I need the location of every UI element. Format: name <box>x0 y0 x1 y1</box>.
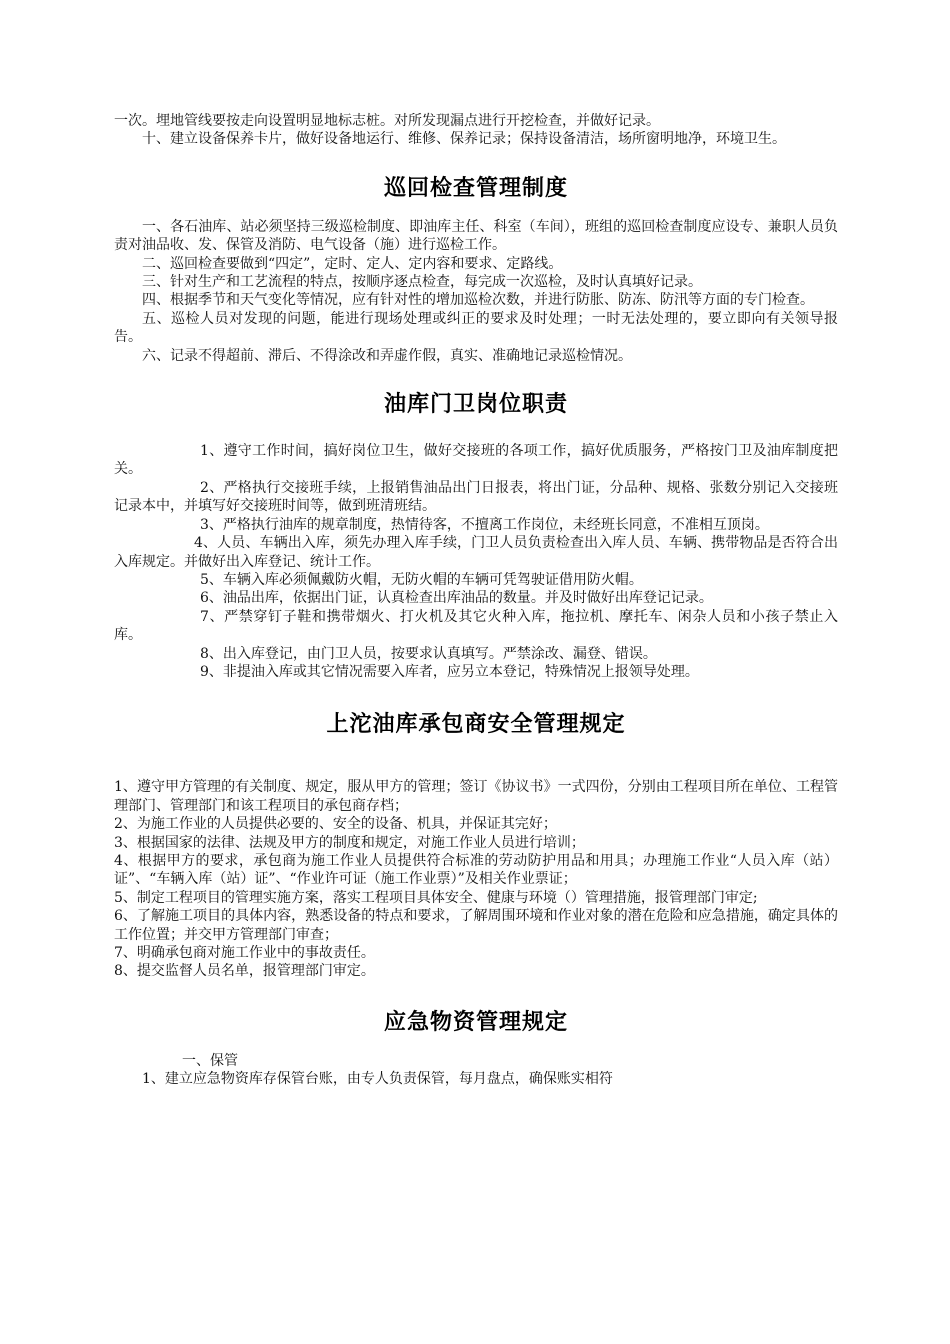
document-page <box>114 112 838 1089</box>
contractor-item-1: 1、遵守甲方管理的有关制度、规定，服从甲方的管理；签订《协议书》一式四份，分别由工程项目所在单位、工程管理部门、管理部门和该工程项目的承包商存档； <box>114 779 838 814</box>
emergency-section-label: 保管 <box>210 1052 238 1069</box>
contractor-item-6: 6、了解施工项目的具体内容，熟悉设备的特点和要求，了解周围环境和作业对象的潜在危险和应急措施，确定具体的工作位置；并交甲方管理部门审查； <box>114 908 838 943</box>
guard-item-1: 1、遵守工作时间，搞好岗位卫生，做好交接班的各项工作，搞好优质服务，严格按门卫及油库制度把关。 <box>114 443 838 478</box>
guard-item-3: 3、严格执行油库的规章制度，热情待客，不擅离工作岗位，未经班长同意，不准相互顶岗。 <box>200 516 769 533</box>
guard-item-9: 9、非提油入库或其它情况需要入库者，应另立本登记，特殊情况上报领导处理。 <box>200 663 699 680</box>
guard-title: 油库门卫岗位职责 <box>383 392 568 418</box>
contractor-item-5: 5、制定工程项目的管理实施方案，落实工程项目具体安全、健康与环境（）管理措施，报管理部门审定; <box>114 889 758 906</box>
guard-item-8: 8、出入库登记，由门卫人员，按要求认真填写。严禁涂改、漏登、错误。 <box>200 645 657 662</box>
emergency-section-heading <box>114 1052 838 1070</box>
patrol-item-5: 五、巡检人员对发现的问题，能进行现场处理或纠正的要求及时处理；一时无法处理的，要立即向有关领导报告。 <box>114 310 838 346</box>
patrol-item-1: 一、各石油库、站必须坚持三级巡检制度、即油库主任、科室（车间），班组的巡回检查制度应设专、兼职人员负责对油品收、发、保管及消防、电气设备（施）进行巡检工作。 <box>114 218 838 254</box>
guard-item-6: 6、油品出库，依据出门证，认真检查出库油品的数量。并及时做好出库登记记录。 <box>200 590 713 607</box>
guard-item-7: 7、严禁穿钉子鞋和携带烟火、打火机及其它火种入库，拖拉机、摩托车、闲杂人员和小孩子禁止入库。 <box>114 608 838 644</box>
guard-item-2: 2、严格执行交接班手续，上报销售油品出门日报表，将出门证，分品种、规格、张数分别记入交接班记录本中，并填写好交接班时间等，做到班清班结。 <box>114 479 838 515</box>
patrol-title: 巡回检查管理制度 <box>383 175 568 201</box>
guard-item-5: 5、车辆入库必须佩戴防火帽，无防火帽的车辆可凭驾驶证借用防火帽。 <box>200 571 643 588</box>
contractor-title: 上沱油库承包商安全管理规定 <box>326 712 626 738</box>
emergency-title: 应急物资管理规定 <box>383 1009 568 1035</box>
contractor-item-4: 4、根据甲方的要求，承包商为施工作业人员提供符合标准的劳动防护用品和用具；办理施工作业“人员入库（站）证”、“车辆入库（站）证”、“作业许可证（施工作业票）”及相关作业票证； <box>114 852 838 888</box>
patrol-item-2: 二、巡回检查要做到“四定”，定时、定人、定内容和要求、定路线。 <box>142 255 563 272</box>
emergency-item-1: 1、建立应急物资库存保管台账，由专人负责保管，每月盘点，确保账实相符 <box>142 1071 613 1088</box>
contractor-item-8: 8、提交监督人员名单，报管理部门审定。 <box>114 963 375 980</box>
intro-paragraph-1: 一次。埋地管线要按走向设置明显地标志桩。对所发现漏点进行开挖检查，并做好记录。 <box>114 113 660 129</box>
guard-item-4: 4、人员、车辆出入库，须先办理入库手续，门卫人员负责检查出入库人员、车辆、携带物品是否符合出入库规定。并做好出入库登记、统计工作。 <box>114 535 838 570</box>
emergency-section-number: 一、 <box>182 1052 210 1069</box>
contractor-item-7: 7、明确承包商对施工作业中的事故责任。 <box>114 945 375 961</box>
patrol-item-3: 三、针对生产和工艺流程的特点，按顺序逐点检查，每完成一次巡检，及时认真填好记录。 <box>142 274 702 291</box>
patrol-item-4: 四、根据季节和天气变化等情况，应有针对性的增加巡检次数，并进行防胀、防冻、防汛等方面的专门检查。 <box>142 292 814 309</box>
patrol-item-6: 六、记录不得超前、滞后、不得涂改和弄虚作假，真实、准确地记录巡检情况。 <box>142 347 632 364</box>
contractor-item-3: 3、根据国家的法律、法规及甲方的制度和规定，对施工作业人员进行培训； <box>114 834 585 851</box>
intro-paragraph-2: 十、建立设备保养卡片，做好设备地运行、维修、保养记录；保持设备清洁，场所窗明地净，环境卫生。 <box>142 131 786 148</box>
contractor-item-2: 2、为施工作业的人员提供必要的、安全的设备、机具，并保证其完好； <box>114 816 557 833</box>
